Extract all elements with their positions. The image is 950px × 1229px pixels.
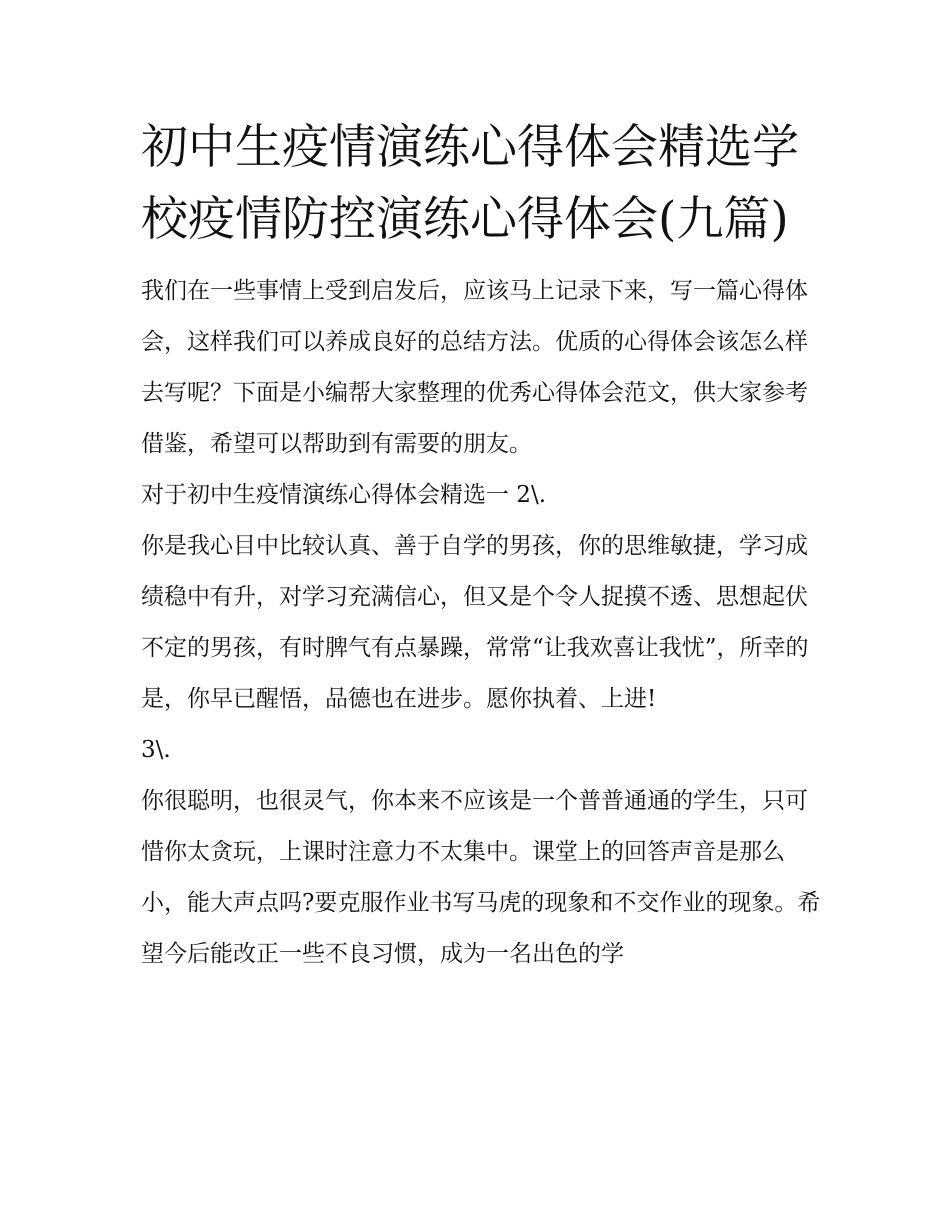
paragraph-heading-1: 对于初中生疫情演练心得体会精选一 2\. <box>141 482 547 508</box>
paragraph-intro: 我们在一些事情上受到启发后，应该马上记录下来，写一篇心得体会，这样我们可以养成良好的总结方法。优质的心得体会该怎么样去写呢？下面是小编帮大家整理的优秀心得体会范文，供大家参考借鉴，希望可以帮助到有需要的朋友。 <box>141 278 808 457</box>
paragraph-number-3: 3\. <box>141 737 171 763</box>
document-body <box>141 112 821 980</box>
document-title: 初中生疫情演练心得体会精选学校疫情防控演练心得体会(九篇) <box>141 120 799 247</box>
paragraph-2: 你是我心目中比较认真、善于自学的男孩，你的思维敏捷，学习成绩稳中有升，对学习充满信心，但又是个令人捉摸不透、思想起伏不定的男孩，有时脾气有点暴躁，常常“让我欢喜让我忧”，所幸的是，你早已醒悟，品德也在进步。愿你执着、上进! <box>141 533 809 712</box>
paragraph-3: 你很聪明，也很灵气，你本来不应该是一个普普通通的学生，只可惜你太贪玩，上课时注意力不太集中。课堂上的回答声音是那么小，能大声点吗?要克服作业书写马虎的现象和不交作业的现象。希望今后能改正一些不良习惯，成为一名出色的学 <box>141 788 821 967</box>
